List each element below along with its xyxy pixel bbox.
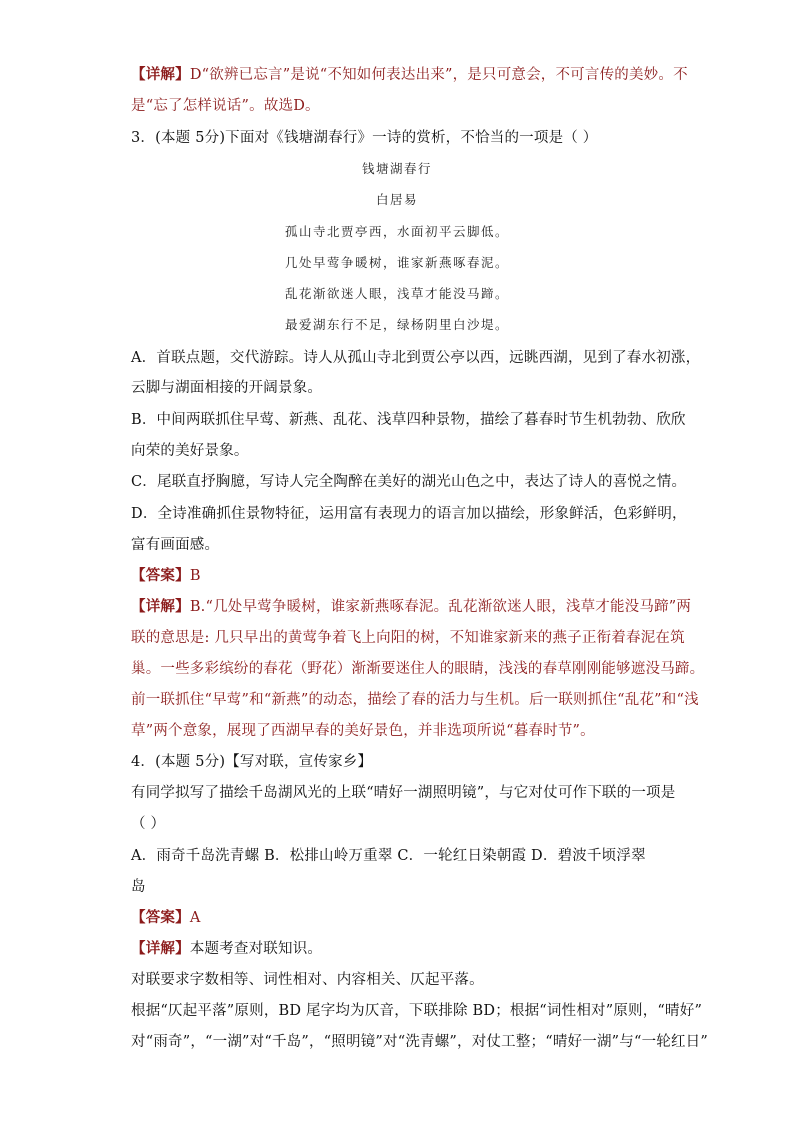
- detail-text: B.“几处早莺争暖树，谁家新燕啄春泥。乱花渐欲迷人眼，浅草才能没马蹄”两: [189, 599, 692, 615]
- detail-tag: 【详解】: [131, 940, 190, 957]
- answer-tag: 【答案】: [131, 909, 190, 926]
- q3-detail-line-2: 联的意思是: 几只早出的黄莺争着飞上向阳的树，不知谁家新来的燕子正衔着春泥在筑: [131, 630, 685, 646]
- q4-options-line-2: 岛: [131, 879, 146, 895]
- detail-tag: 【详解】: [131, 66, 190, 83]
- q4-body-line-4: 根据“仄起平落”原则，BD 尾字均为仄音，下联排除 BD；根据“词性相对”原则，“晴好”: [131, 1003, 703, 1019]
- detail-text: 本题考查对联知识。: [189, 941, 323, 957]
- q3-option-c: C．尾联直抒胸臆，写诗人完全陶醉在美好的湖光山色之中，表达了诗人的喜悦之情。: [131, 474, 687, 490]
- q4-options-line-1: A．雨奇千岛洗青螺 B．松排山岭万重翠 C．一轮红日染朝霞 D．碧波千顷浮翠: [131, 848, 646, 864]
- q4-body-line-1: 有同学拟写了描绘千岛湖风光的上联“晴好一湖照明镜”，与它对仗可作下联的一项是: [131, 785, 676, 801]
- q4-answer: [131, 908, 200, 928]
- q3-stem: 3．(本题 5分)下面对《钱塘湖春行》一诗的赏析，不恰当的一项是（ ）: [131, 130, 598, 146]
- q2-detail-line-1: [131, 65, 688, 85]
- q4-detail-line-1: [131, 939, 322, 959]
- q2-detail-line-2: 是“忘了怎样说话”。故选D。: [131, 98, 320, 114]
- q4-body-line-3: 对联要求字数相等、词性相对、内容相关、仄起平落。: [131, 972, 484, 988]
- q3-detail-line-5: 草”两个意象，展现了西湖早春的美好景色，并非选项所说“暮春时节”。: [131, 723, 595, 739]
- q4-stem: 4．(本题 5分)【写对联，宣传家乡】: [131, 754, 373, 770]
- q3-detail-line-3: 巢。一些多彩缤纷的春花（野花）渐渐要迷住人的眼睛，浅浅的春草刚刚能够遮没马蹄。: [131, 661, 705, 677]
- answer-value: B: [189, 568, 201, 584]
- q3-option-b-line-2: 向荣的美好景象。: [131, 443, 249, 459]
- q3-option-d-line-2: 富有画面感。: [131, 537, 220, 553]
- poem-line-3: 乱花渐欲迷人眼，浅草才能没马蹄。: [284, 286, 509, 301]
- poem-author: 白居易: [375, 192, 418, 207]
- poem-title: 钱塘湖春行: [361, 161, 432, 176]
- detail-tag: 【详解】: [131, 598, 190, 615]
- q4-body-line-2: （ ）: [131, 816, 166, 832]
- poem-line-4: 最爱湖东行不足，绿杨阴里白沙堤。: [284, 317, 509, 332]
- answer-value: A: [189, 910, 201, 926]
- q3-option-b-line-1: B．中间两联抓住早莺、新燕、乱花、浅草四种景物，描绘了暮春时节生机勃勃、欣欣: [131, 412, 686, 428]
- q4-body-line-5: 对“雨奇”，“一湖”对“千岛”，“照明镜”对“洗青螺”，对仗工整；“晴好一湖”与“一轮红日”: [131, 1034, 708, 1050]
- answer-tag: 【答案】: [131, 567, 190, 584]
- poem-line-2: 几处早莺争暖树，谁家新燕啄春泥。: [284, 255, 509, 270]
- q3-option-a-line-2: 云脚与湖面相接的开阔景象。: [131, 380, 323, 396]
- q3-option-a-line-1: A．首联点题，交代游踪。诗人从孤山寺北到贾公亭以西，远眺西湖，见到了春水初涨，: [131, 350, 701, 366]
- detail-text: D“欲辨已忘言”是说“不知如何表达出来”，是只可意会，不可言传的美妙。不: [189, 67, 688, 83]
- q3-answer: [131, 566, 201, 586]
- q3-detail-line-4: 前一联抓住“早莺”和“新燕”的动态，描绘了春的活力与生机。后一联则抓住“乱花”和“浅: [131, 692, 699, 708]
- q3-detail-line-1: [131, 597, 691, 617]
- poem-line-1: 孤山寺北贾亭西，水面初平云脚低。: [284, 224, 509, 239]
- q3-option-d-line-1: D．全诗准确抓住景物特征，运用富有表现力的语言加以描绘，形象鲜活，色彩鲜明，: [131, 506, 687, 522]
